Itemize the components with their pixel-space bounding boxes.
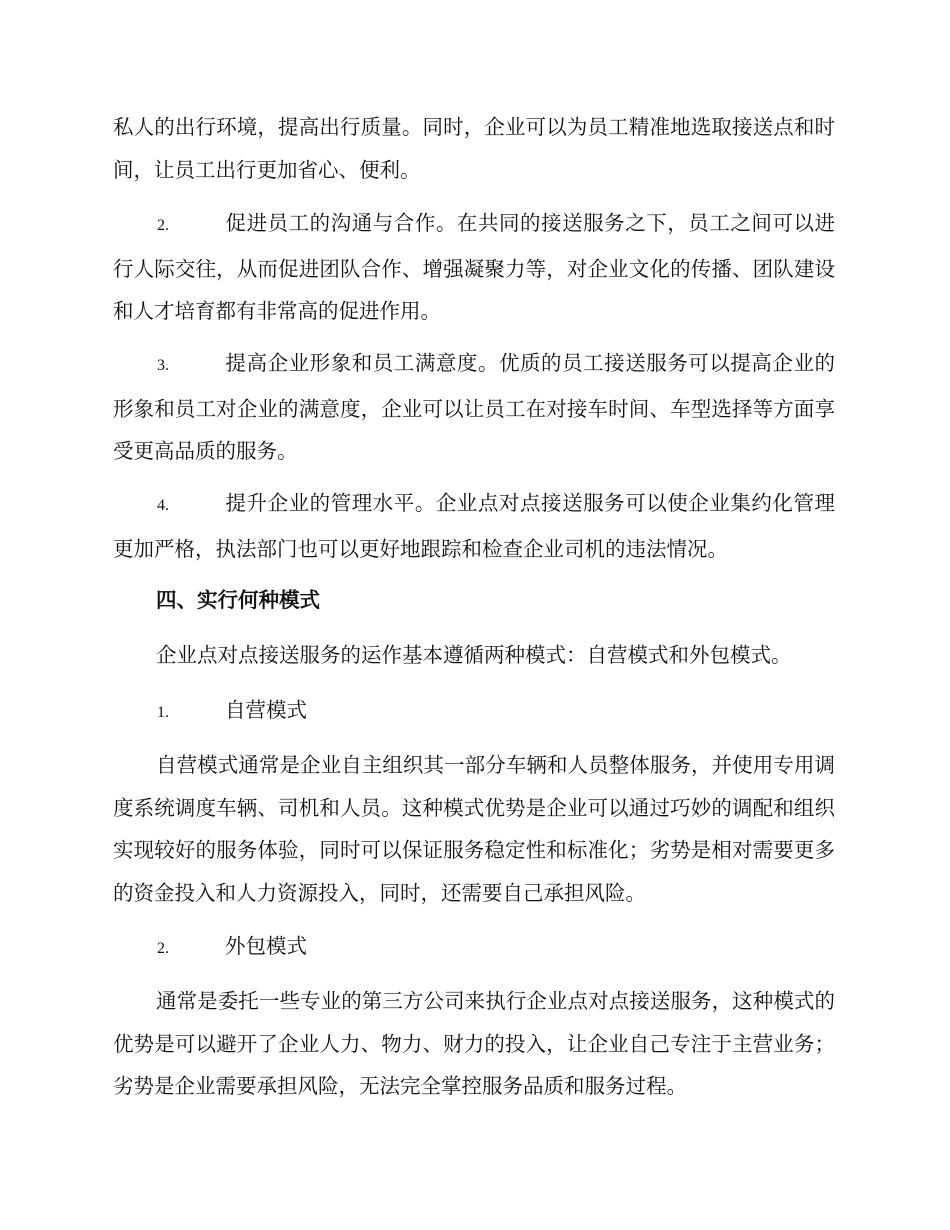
mode-2-description: 通常是委托一些专业的第三方公司来执行企业点对点接送服务，这种模式的优势是可以避开了企业人力、物力、财力的投入，让企业自己专注于主营业务；劣势是企业需要承担风险，无法完全掌控服务品质和服务过程。: [113, 989, 835, 1098]
benefit-text: 促进员工的沟通与合作。在共同的接送服务之下，员工之间可以进行人际交往，从而促进团队合作、增强凝聚力等，对企业文化的传播、团队建设和人才培育都有非常高的促进作用。: [113, 211, 835, 323]
mode-title: 自营模式: [225, 698, 307, 722]
benefit-number: 3.: [157, 357, 169, 374]
mode-number: 2.: [157, 940, 169, 957]
benefit-item-4: [113, 482, 835, 570]
benefit-item-3: [113, 342, 835, 473]
intro-paragraph: 私人的出行环境，提高出行质量。同时，企业可以为员工精准地选取接送点和时间，让员工出行更加省心、便利。: [113, 115, 835, 182]
mode-title: 外包模式: [225, 934, 307, 958]
benefit-number: 4.: [157, 497, 169, 514]
mode-1-description: 自营模式通常是企业自主组织其一部分车辆和人员整体服务，并使用专用调度系统调度车辆、司机和人员。这种模式优势是企业可以通过巧妙的调配和组织实现较好的服务体验，同时可以保证服务稳定性和标准化；劣势是相对需要更多的资金投入和人力资源投入，同时，还需要自己承担风险。: [113, 753, 835, 905]
section-heading: 四、实行何种模式: [156, 588, 320, 612]
mode-number: 1.: [157, 704, 169, 721]
mode-item-2-title: [113, 925, 307, 971]
benefit-text: 提升企业的管理水平。企业点对点接送服务可以使企业集约化管理更加严格，执法部门也可以更好地跟踪和检查企业司机的违法情况。: [113, 491, 835, 561]
benefit-text: 提高企业形象和员工满意度。优质的员工接送服务可以提高企业的形象和员工对企业的满意度，企业可以让员工在对接车时间、车型选择等方面享受更高品质的服务。: [113, 351, 835, 463]
section-intro: 企业点对点接送服务的运作基本遵循两种模式：自营模式和外包模式。: [156, 643, 792, 667]
mode-item-1-title: [113, 689, 307, 735]
benefit-number: 2.: [157, 217, 169, 234]
benefit-item-2: [113, 202, 835, 333]
